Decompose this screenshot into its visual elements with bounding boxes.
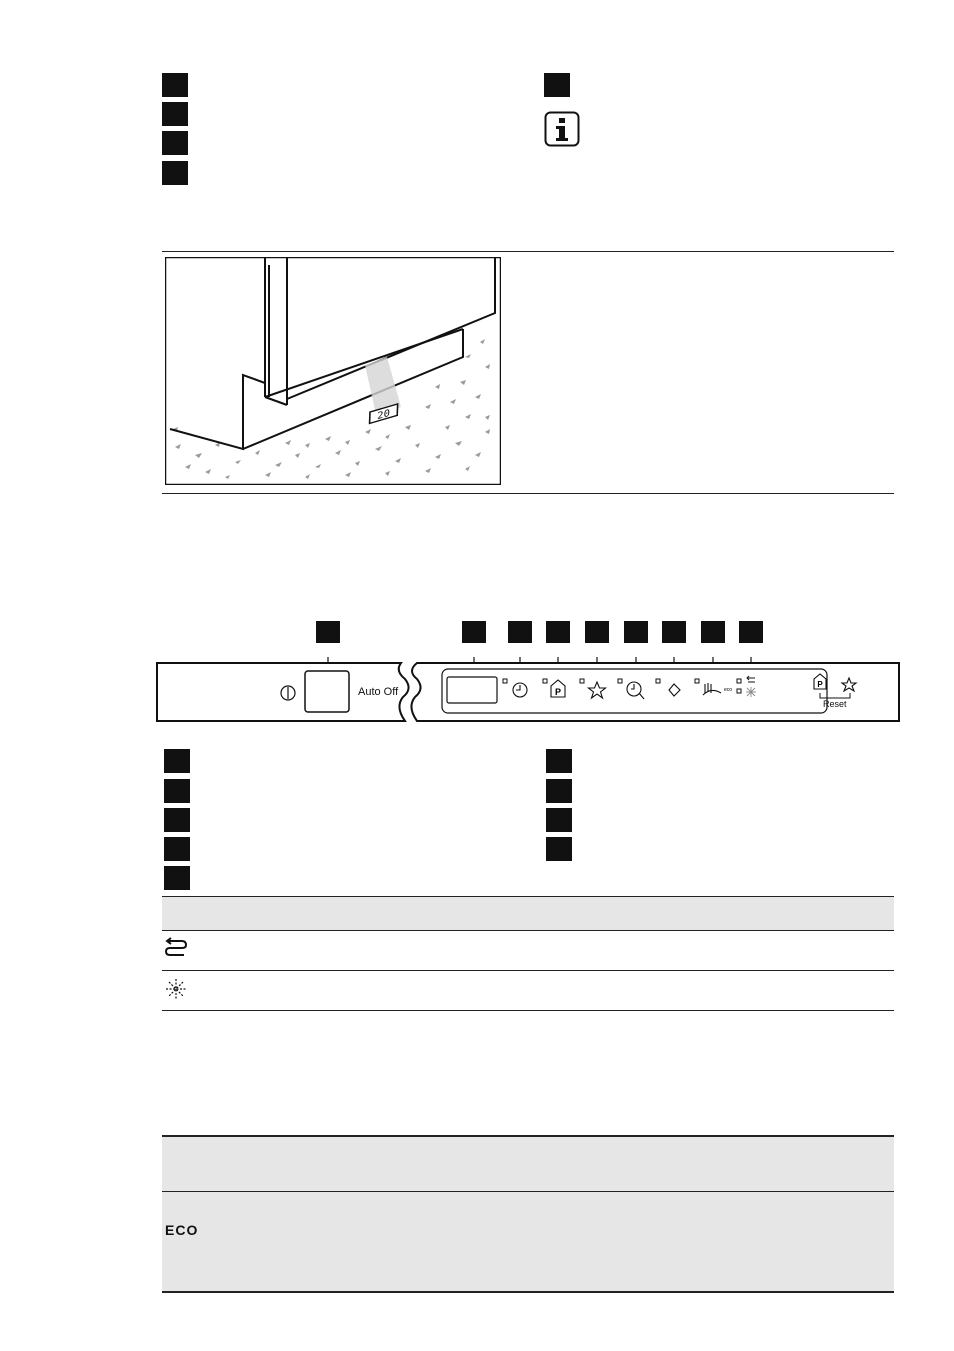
indicator-table-rule-3 [162,970,894,971]
callout-square-3 [508,621,532,643]
marker-square-1 [162,73,188,97]
legend-square-5 [164,866,190,890]
floor-projection-illustration [165,257,501,485]
indicator-table-rule-4 [162,1010,894,1011]
indicator-table-rule-2 [162,930,894,931]
legend-square-7 [546,779,572,803]
svg-text:eco: eco [724,687,733,693]
marker-square-4 [162,161,188,185]
callout-square-9 [739,621,763,643]
indicator-table-rule-1 [162,896,894,897]
svg-text:20: 20 [376,407,391,423]
programme-table-header [162,1137,894,1191]
callout-square-5 [585,621,609,643]
reset-label: Reset [823,699,847,709]
marker-square-3 [162,131,188,155]
legend-square-6 [546,749,572,773]
marker-square-5 [544,73,570,97]
indicator-table-header [162,897,894,930]
legend-square-3 [164,808,190,832]
legend-square-2 [164,779,190,803]
callout-square-8 [701,621,725,643]
callout-square-6 [624,621,648,643]
legend-square-4 [164,837,190,861]
section-rule-bottom [162,493,894,494]
svg-text:P: P [554,687,562,697]
legend-square-1 [164,749,190,773]
marker-square-2 [162,102,188,126]
salt-icon [165,978,187,1000]
eco-programme-label: ECO [165,1222,199,1238]
callout-square-7 [662,621,686,643]
auto-off-label: Auto Off [358,686,399,698]
legend-square-9 [546,837,572,861]
rinse-aid-icon [164,937,188,959]
callout-square-1 [316,621,340,643]
section-rule-top [162,251,894,252]
callout-square-2 [462,621,486,643]
info-icon [544,111,580,147]
programme-table-row-eco [162,1192,894,1291]
legend-square-8 [546,808,572,832]
callout-square-4 [546,621,570,643]
programme-table-rule-3 [162,1291,894,1293]
control-panel [155,657,903,727]
svg-text:P: P [817,680,823,689]
